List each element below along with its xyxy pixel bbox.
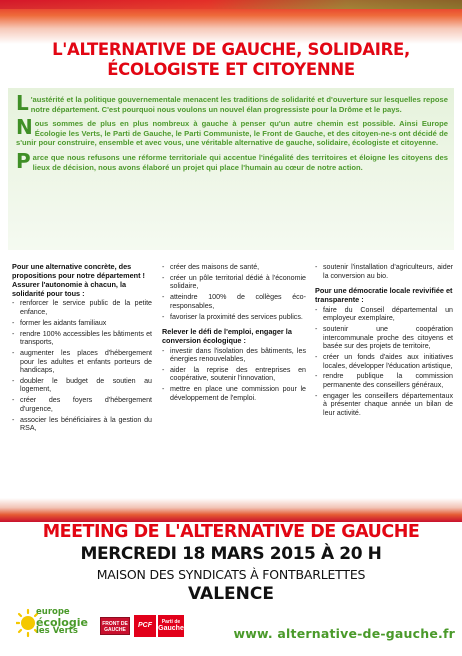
column-2 [162,263,306,405]
intro-paragraph-1: L 'austérité et la politique gouvernementale menacent les traditions de solidarité et d'ouverture sur lesquelles repose notre département. C'est pourquoi nous voulons un nouvel élan progressiste pour la Drôme et le pays. [16,91,448,115]
website-link[interactable]: www. alternative-de-gauche.fr [233,626,455,641]
list-item: - créer des foyers d'hébergement d'urgence, [12,396,152,413]
title-line-1: L'ALTERNATIVE DE GAUCHE, SOLIDAIRE, [52,40,410,59]
list-item: - engager les conseillers départementaux à présenter chaque année un bilan de leur activité. [315,392,453,418]
bottom-gradient-band [0,498,462,522]
list-item: - créer un pôle territorial dédié à l'économie solidaire, [162,274,306,291]
eelv-logo-line-1: europe [36,607,70,617]
list-item: - rendre 100% accessibles les bâtiments et transports, [12,330,152,347]
list-item: - créer un fonds d'aides aux initiatives locales, développer l'éducation artistique, [315,353,453,370]
pcf-logo: PCF [134,615,156,637]
meeting-city: VALENCE [188,584,274,604]
column-3 [315,263,453,420]
list-item: - mettre en place une commission pour le développement de l'emploi. [162,385,306,402]
list-item: - renforcer le service public de la petite enfance, [12,299,152,316]
column-1-list [12,299,152,432]
list-item: - augmenter les places d'hébergement pour les adultes et enfants porteurs de handicaps, [12,349,152,375]
column-2-list-top [162,263,306,321]
column-3-list-top [315,263,453,280]
list-item: - aider la reprise des entreprises en coopérative, soutenir l'innovation, [162,366,306,383]
list-item: - doubler le budget de soutien au logement, [12,377,152,394]
list-item: - investir dans l'isolation des bâtiments, les énergies renouvelables, [162,347,306,364]
list-item: - associer les bénéficiaires à la gestion du RSA, [12,416,152,433]
dropcap-1: L [16,91,29,115]
page-title [20,40,442,80]
pg-logo-line-2: Gauche [158,625,184,632]
list-item: - former les aidants familiaux [12,319,152,328]
column-1-heading-1: Pour une alternative concrète, des propositions pour notre département ! [12,262,145,280]
parti-de-gauche-logo [158,615,184,637]
column-3-heading: Pour une démocratie locale revivifiée et transparente : [315,286,453,304]
eelv-logo [16,606,100,646]
eelv-logo-line-3: les Verts [36,626,78,636]
list-item: - faire du Conseil départemental un employeur exemplaire, [315,306,453,323]
meeting-place: MAISON DES SYNDICATS À FONTBARLETTES [96,567,366,582]
front-de-gauche-logo: FRONT DE GAUCHE [100,617,130,635]
dropcap-2: N [16,115,33,140]
meeting-heading: MEETING DE L'ALTERNATIVE DE GAUCHE [42,522,420,542]
list-item: - favoriser la proximité des services publics. [162,313,306,322]
column-1-heading-2: Assurer l'autonomie à chacun, la solidarité pour tous : [12,280,127,298]
intro-paragraph-2: Nous sommes de plus en plus nombreux à gauche à penser qu'un autre chemin est possible. Ainsi Europe Écologie les Verts, le Parti de Gauche, le Parti Communiste, le Front de Gauche, et des citoyen-ne-s ont décidé de s'unir pour construire, ensemble et avec vous, une véritable alternative de gauche, solidaire, écologiste et citoyenne. [16,115,448,148]
pg-logo-line-1: Parti de [161,619,181,625]
list-item: - rendre publique la commission permanente des conseillers généraux, [315,372,453,389]
top-gradient-band [0,0,462,44]
list-item: - soutenir une coopération intercommunale proche des citoyens et basée sur des projets de territoire, [315,325,453,351]
meeting-date: MERCREDI 18 MARS 2015 À 20 H [80,544,382,564]
intro-paragraph-3: Parce que nous refusons une réforme territoriale qui accentue l'inégalité des territoires et éloigne les citoyens des lieux de décision, nous avons élaboré un projet qui place l'humain au cœur de notre action. [16,148,448,173]
column-2-list-bottom [162,347,306,403]
list-item: - atteindre 100% de collèges éco-responsables, [162,293,306,310]
list-item: - soutenir l'installation d'agriculteurs, aider la conversion au bio. [315,263,453,280]
dropcap-3: P [16,148,31,173]
column-1 [12,263,152,435]
column-3-list-bottom [315,306,453,418]
intro-text [16,91,448,177]
title-line-2: ÉCOLOGISTE ET CITOYENNE [107,60,355,79]
list-item: - créer des maisons de santé, [162,263,306,272]
column-2-heading: Relever le défi de l'emploi, engager la conversion écologique : [162,327,292,345]
eelv-logo-line-2: écologie [36,615,88,629]
